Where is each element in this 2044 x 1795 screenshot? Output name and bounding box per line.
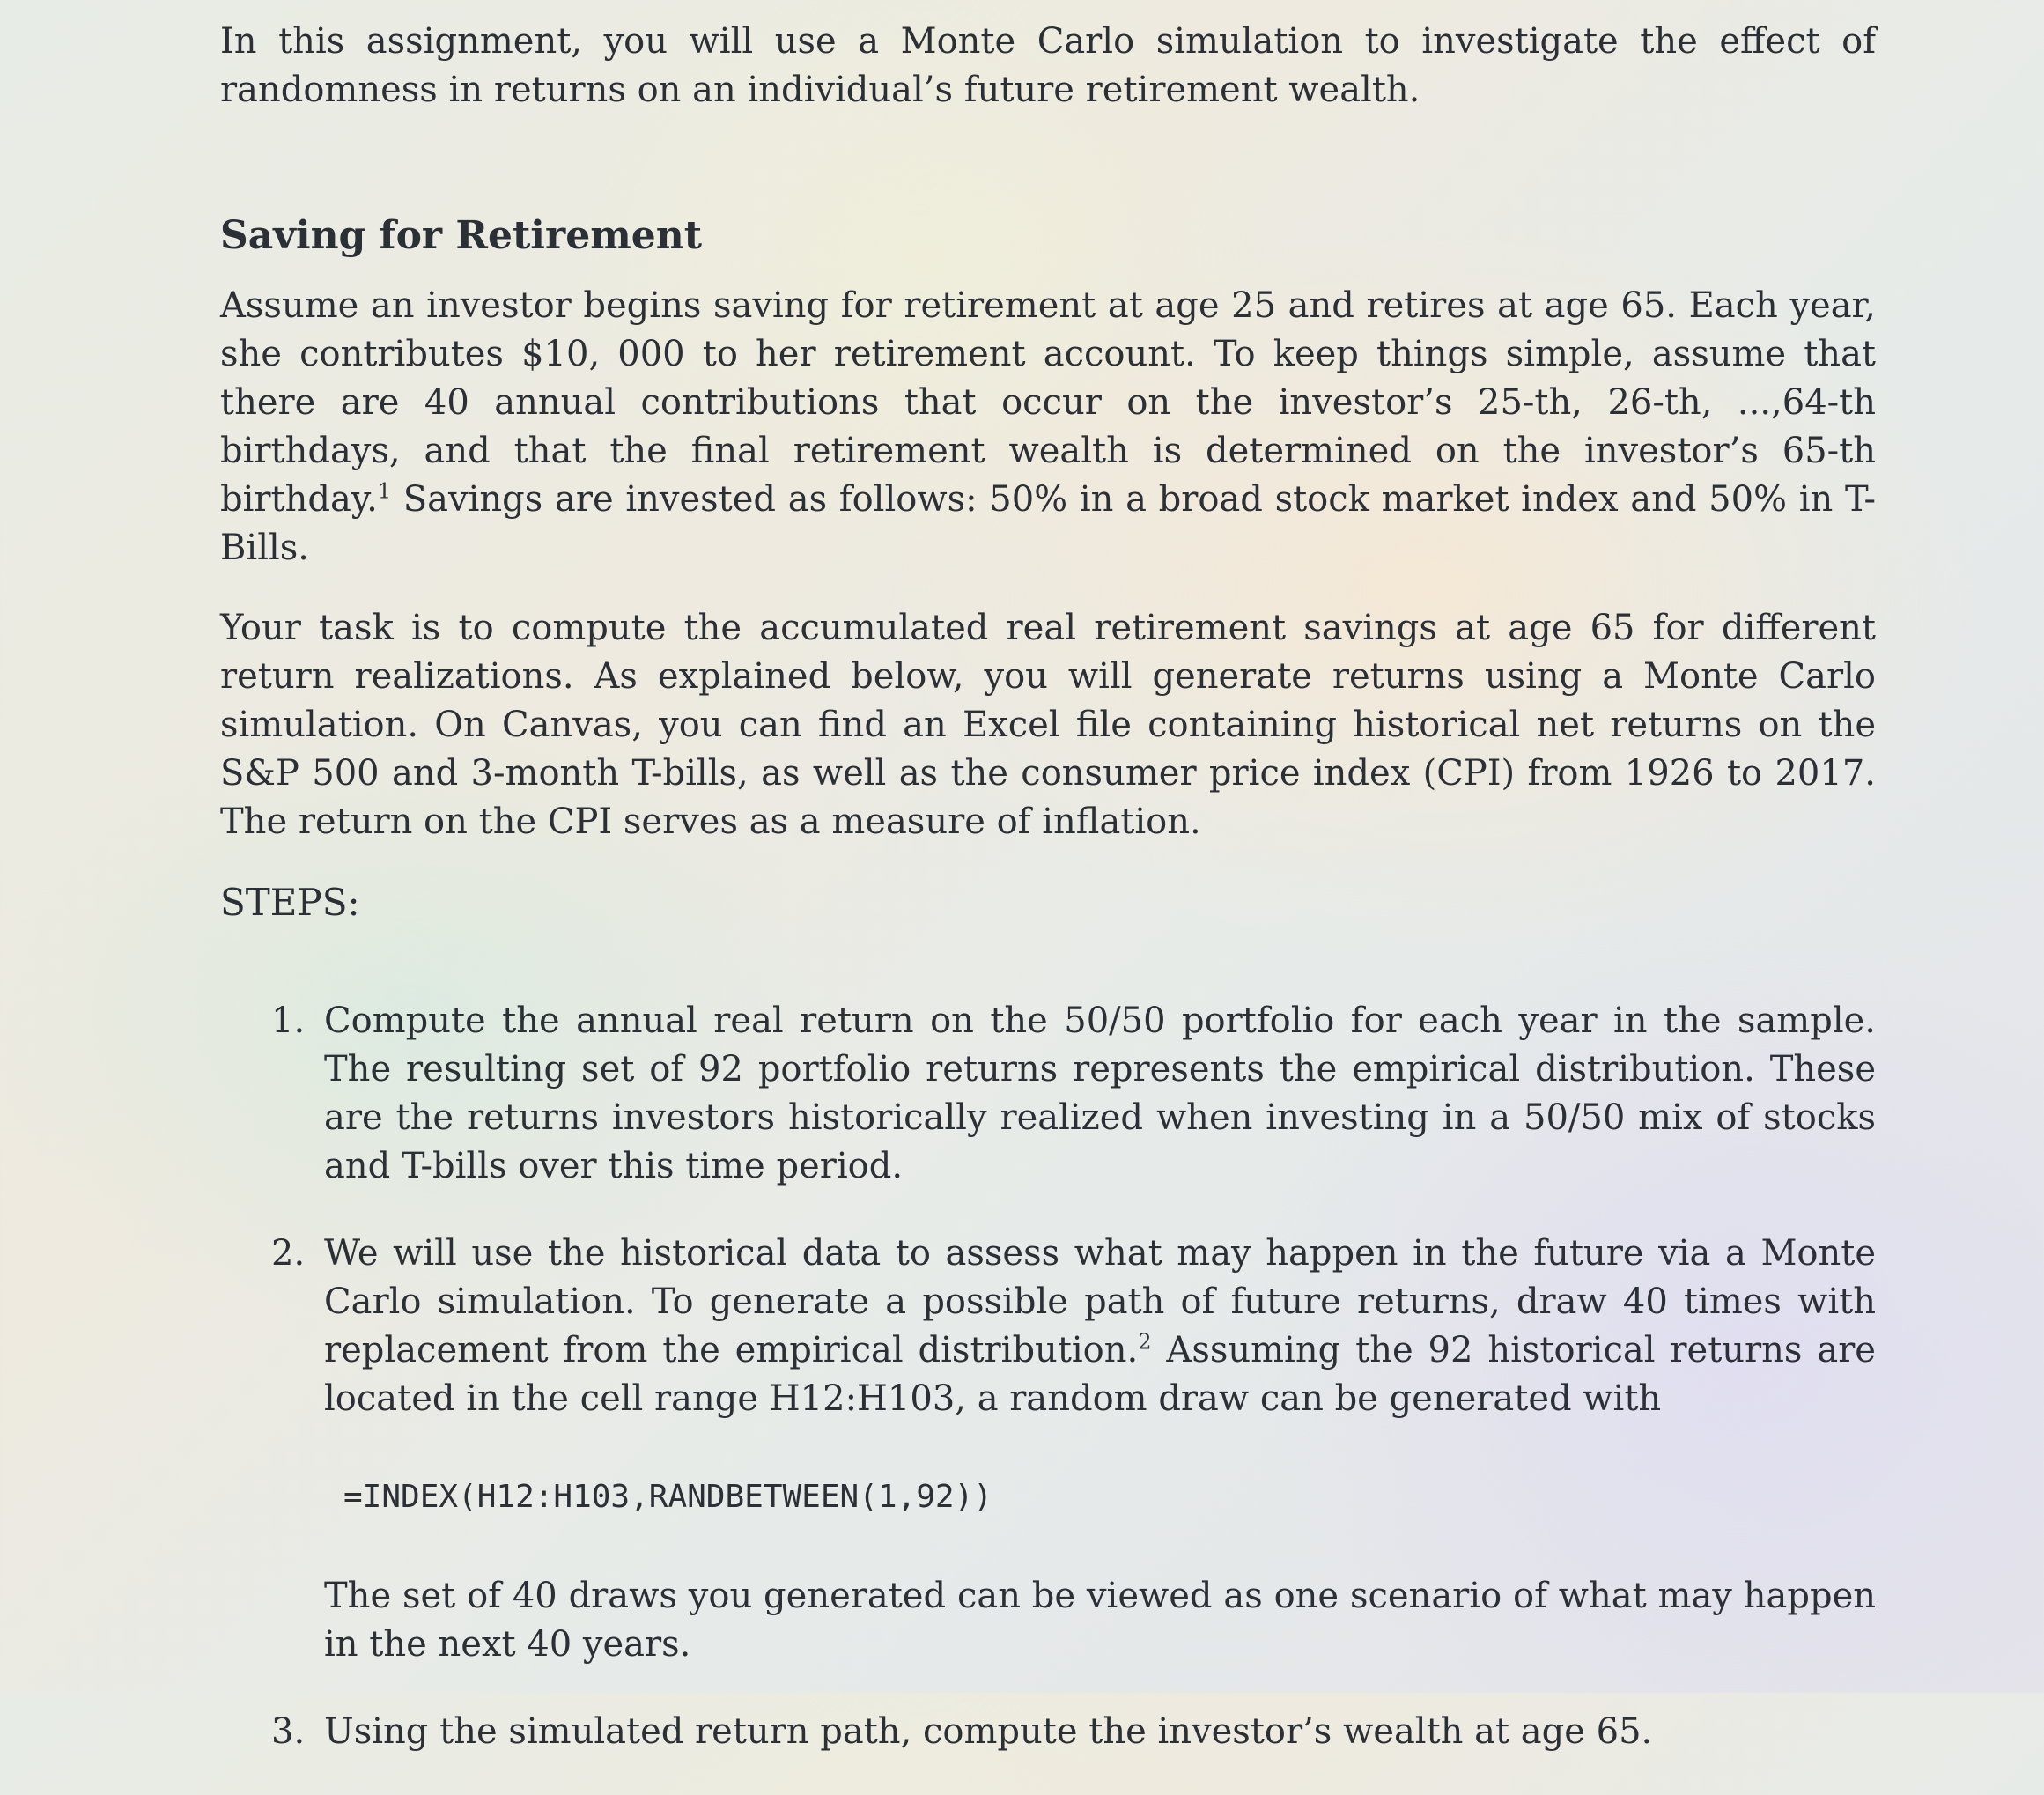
step-item-2 [220,1230,1876,1669]
saving-text-a: Assume an investor begins saving for retirement at age 25 and retires at age 65. Each year, she contributes $10, 000 to her retirement account. To keep things simple, assume that there are 40 annual contributions that occur on the investor’s 25-th, 26-th, ...,64-th birthdays, and that the final retirement wealth is determined on the investor’s 65-th birthday. [220,285,1876,520]
step-text: Using the simulated return path, compute the investor’s wealth at age 65. [324,1711,1653,1752]
footnote-marker-2: 2 [1138,1329,1152,1355]
task-paragraph: Your task is to compute the accumulated real retirement savings at age 65 for different return realizations. As explained below, you will generate returns using a Monte Carlo simulation. On Canvas, you can find an Excel file containing historical net returns on the S&P 500 and 3-month T-bills, as well as the consumer price index (CPI) from 1926 to 2017. The return on the CPI serves as a measure of inflation. [220,608,1876,842]
intro-paragraph: In this assignment, you will use a Monte Carlo simulation to investigate the effect of randomness in returns on an individual’s future retirement wealth. [220,21,1876,110]
step-text-a: We will use the historical data to assess what may happen in the future via a Monte Carlo simulation. To generate a possible path of future returns, draw 40 times with replacement from the empirical distribution. [324,1233,1876,1370]
steps-label: STEPS: [220,881,360,924]
step-number: 3. [271,1711,306,1752]
step-text [324,1230,1876,1423]
step-text-after-formula: The set of 40 draws you generated can be viewed as one scenario of what may happen in the next 40 years. [324,1576,1876,1665]
footnote-marker-1: 1 [377,478,392,504]
section-heading: Saving for Retirement [220,213,703,258]
step-text: Compute the annual real return on the 50/50 portfolio for each year in the sample. The resulting set of 92 portfolio returns represents the empirical distribution. These are the returns investors historically realized when investing in a 50/50 mix of stocks and T-bills over this time period. [324,1001,1876,1186]
step-text-b: Assuming the 92 historical returns are located in the cell range H12:H103, a random draw can be generated with [324,1330,1876,1419]
document-page [220,18,1876,1795]
step-number: 1. [271,1001,306,1041]
excel-formula: =INDEX(H12:H103,RANDBETWEEN(1,92)) [343,1479,992,1515]
saving-text-b: Savings are invested as follows: 50% in a broad stock market index and 50% in T-Bills. [220,479,1876,568]
step-item-1 [220,997,1876,1191]
step-number: 2. [271,1233,306,1274]
steps-list [220,997,1876,1756]
step-item-3 [220,1708,1876,1756]
saving-paragraph [220,282,1876,572]
